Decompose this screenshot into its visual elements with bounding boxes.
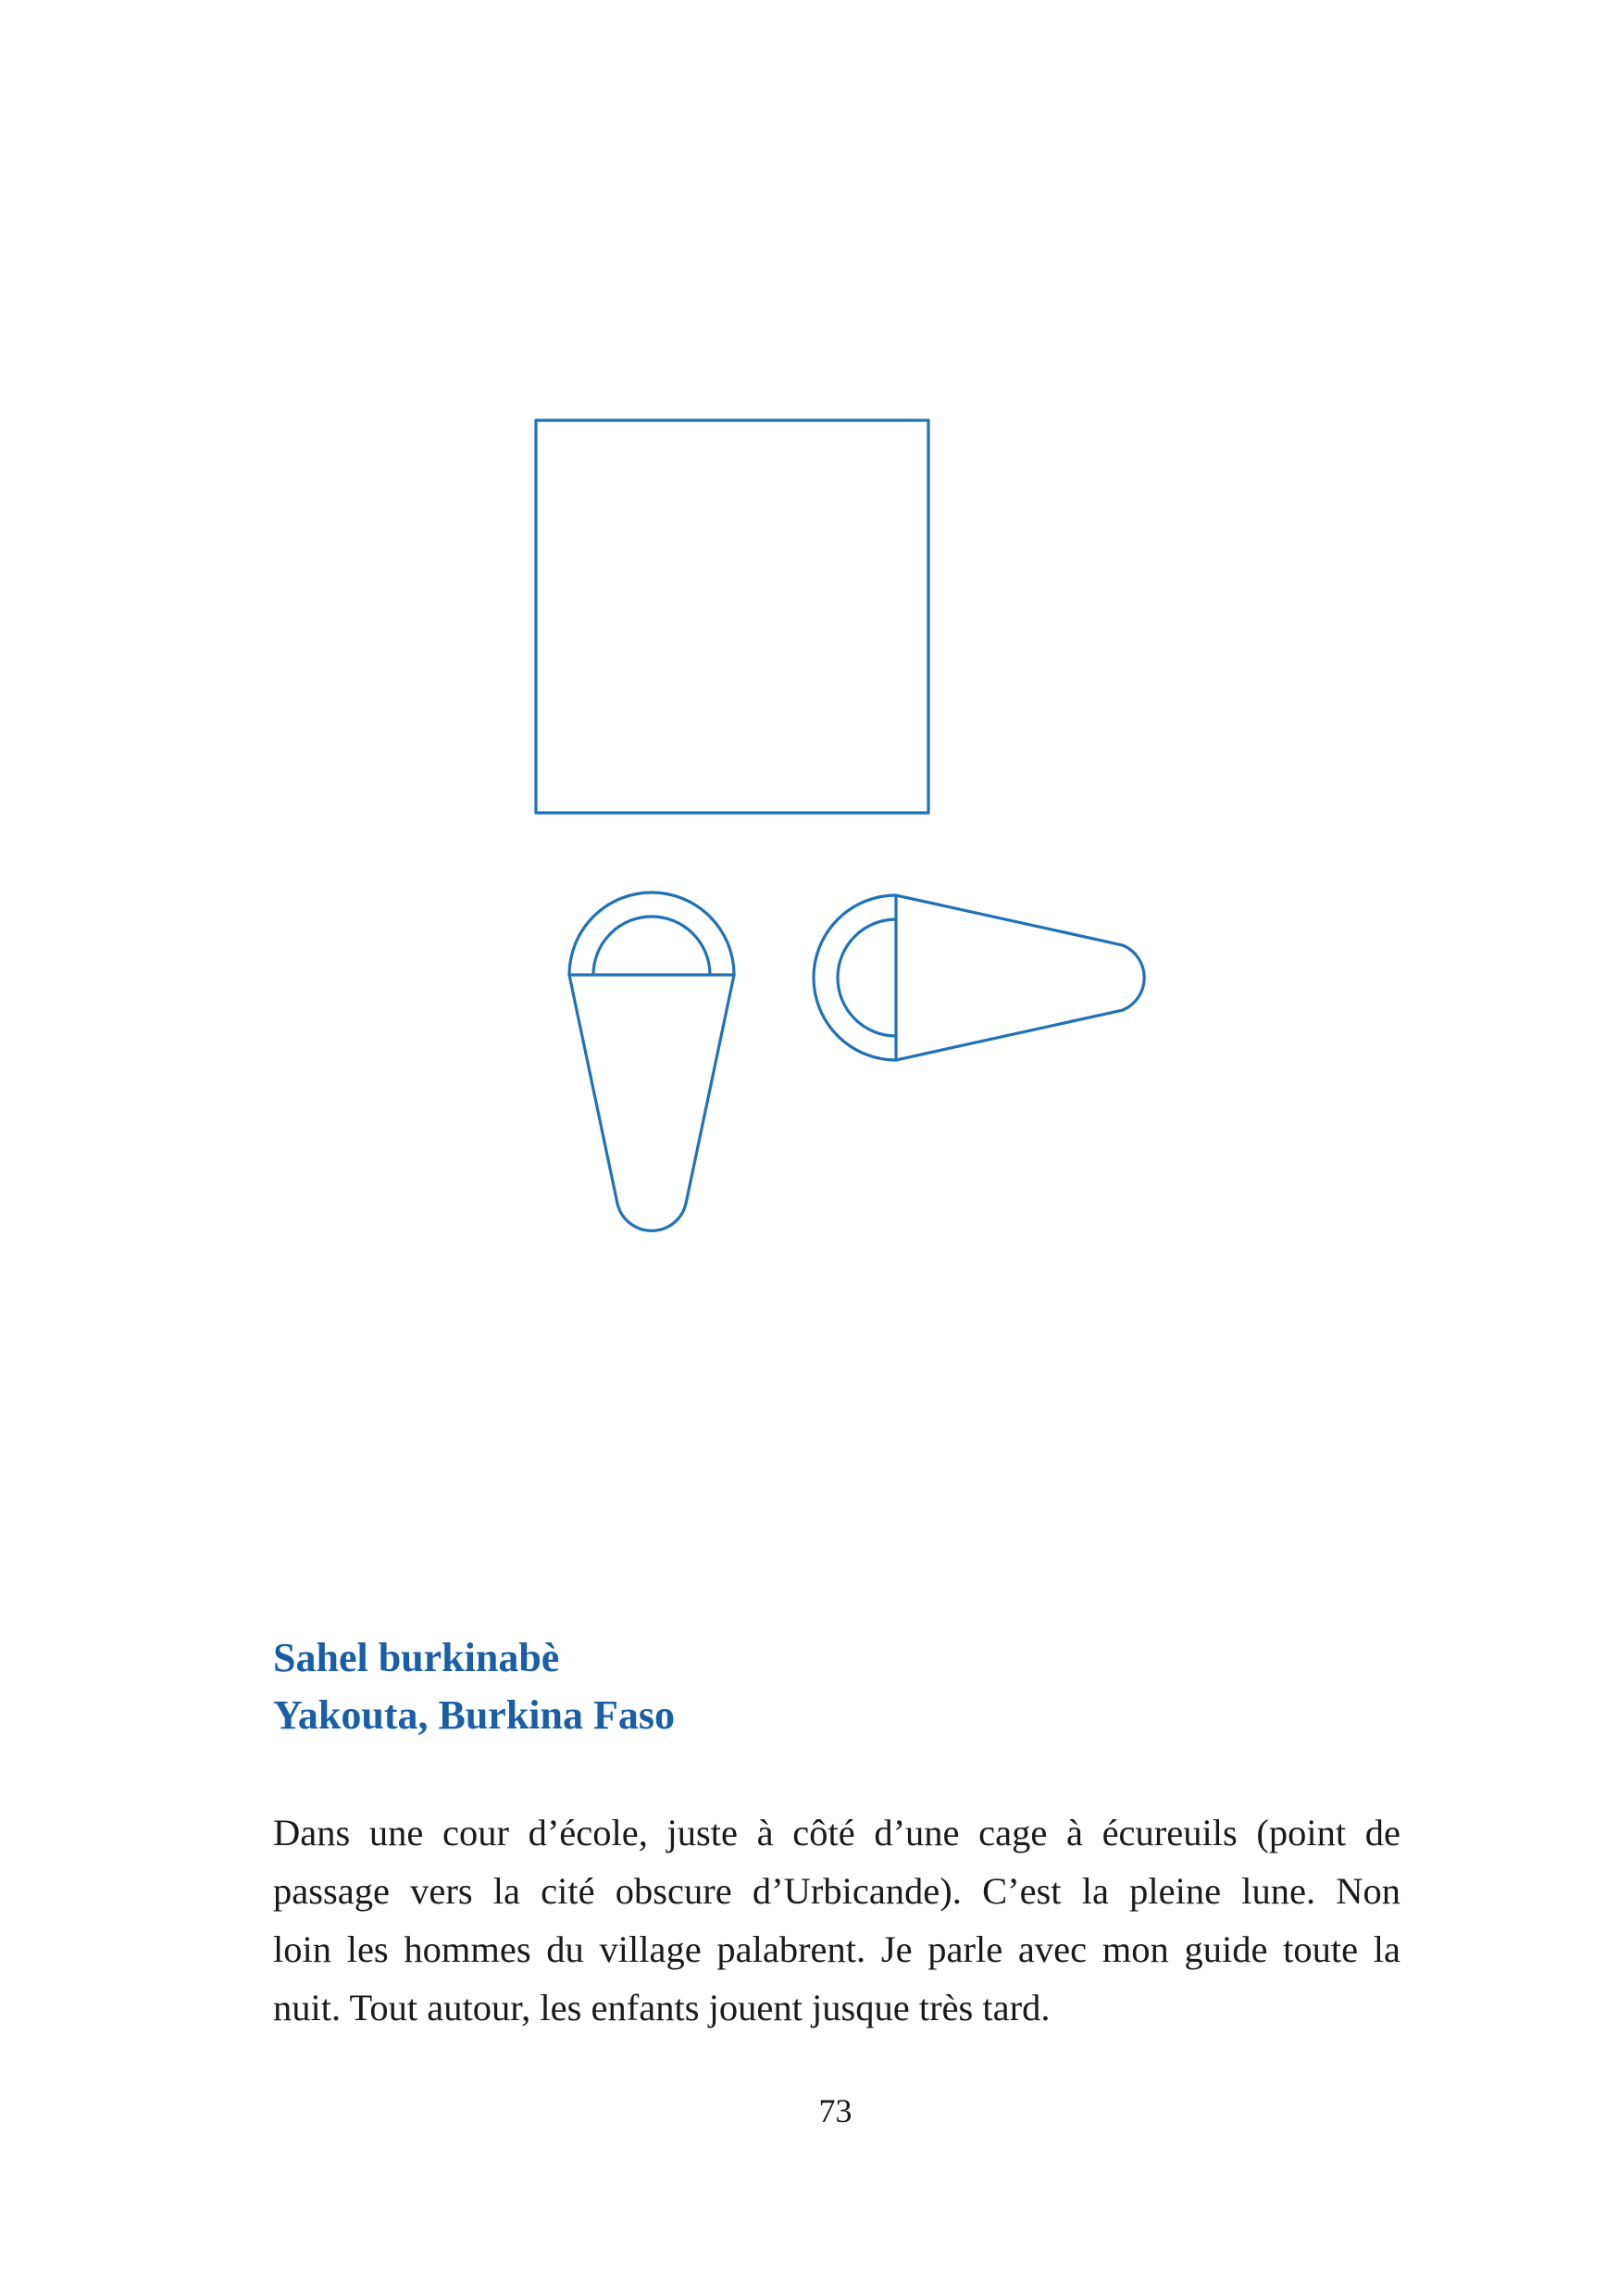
cone-right-inner-arc (838, 919, 896, 1036)
heading-location: Yakouta, Burkina Faso (273, 1692, 676, 1738)
page-number: 73 (818, 2092, 853, 2129)
body-line: loin les hommes du village palabrent. Je parle avec mon guide toute la (273, 1928, 1400, 1970)
body-line: nuit. Tout autour, les enfants jouent jusque très tard. (273, 1987, 1051, 2028)
cone-down-body (569, 975, 734, 1230)
cone-right-body (896, 895, 1144, 1060)
body-paragraph (273, 1803, 1400, 2037)
cone-down-shape (569, 892, 734, 1230)
section-heading (273, 1629, 675, 1744)
heading-title: Sahel burkinabè (273, 1635, 560, 1680)
cone-down-inner-arc (593, 917, 710, 975)
body-line: passage vers la cité obscure d’Urbicande). C’est la pleine lune. Non (273, 1870, 1400, 1912)
body-line: Dans une cour d’école, juste à côté d’une cage à écureuils (point de (273, 1812, 1400, 1853)
square-shape (536, 420, 928, 813)
cone-right-shape (814, 895, 1144, 1060)
